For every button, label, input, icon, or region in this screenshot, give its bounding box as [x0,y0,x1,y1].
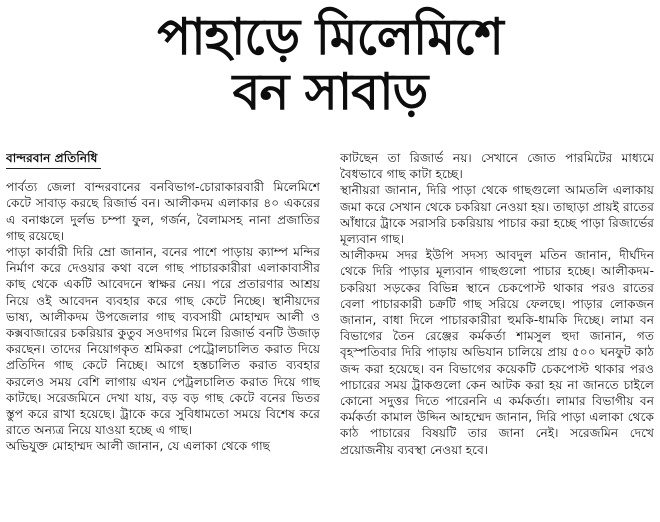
paragraph: অভিযুক্ত মোহাম্মদ আলী জানান, যে এলাকা থেকে গাছ [6,439,270,454]
paragraph: কাটছেন তা রিজার্ভ নয়। সেখানে জোত পারমিটের মাধ্যমে বৈধভাবে গাছ কাটা হচ্ছে। [340,151,654,182]
paragraph: পাড়া কার্বারী দিরি ম্রো জানান, বনের পাশে পাড়ায় ক্যাম্প মন্দির নির্মাণ করে দেওয়ার কথা বলে গাছ পাচারকারীরা এলাকাবাসীর কাছ থেকে একটি আবেদনে স্বাক্ষর নেয়। পরে প্রতারণার আশ্রয় নিয়ে ওই আবেদন ব্যবহার করে গাছ কেটে নিচ্ছে। স্থানীয়দের ভাষ্য, আলীকদম উপজেলার গাছ ব্যবসায়ী মোহাম্মদ আলী ও কক্সবাজারের চকরিয়ার কুতুব সওদাগর মিলে রিজার্ভ বনটি উজাড় করছেন। তাদের নিয়োগকৃত শ্রমিকরা পেট্রোলচালিত করাত দিয়ে প্রতিদিন গাছ কেটে নিচ্ছে। আগে হস্তচালিত করাত ব্যবহার করলেও সময় বেশি লাগায় এখন পেট্রলচালিত করাত দিয়ে গাছ কাটছে। সরেজমিনে দেখা যায়, বড় বড় গাছ কেটে বনের ভিতর স্তুপ করে রাখা হয়েছে। ট্রাকে করে সুবিধামতো সময়ে বিশেষ করে রাতে অন্যত্র নিয়ে যাওয়া হচ্ছে এ গাছ। [6,245,320,438]
paragraph: স্থানীয়রা জানান, দিরি পাড়া থেকে গাছগুলো আমতলি এলাকায় জমা করে সেখান থেকে চকরিয়া নেওয়া হয়। তাছাড়া প্রায়ই রাতের আঁধারে ট্রাকে সরাসরি চকরিয়ায় পাচার করা হচ্ছে পাড়া রিজার্ভের মূল্যবান গাছ। [340,183,654,247]
byline: বান্দরবান প্রতিনিধি [6,150,101,169]
article-left-column [6,150,320,520]
headline-line-2: বন সাবাড় [232,63,428,121]
paragraph: পার্বত্য জেলা বান্দরবানের বনবিভাগ-চোরাকারবারী মিলেমিশে কেটে সাবাড় করছে রিজার্ভ বন। আলীকদম এলাকার ৪০ একরের এ বনাঞ্চলে দুর্লভ চম্পা ফুল, গর্জন, বৈলামসহ নানা প্রজাতির গাছ রয়েছে। [6,180,320,243]
paragraph: আলীকদম সদর ইউপি সদস্য আবদুল মতিন জানান, দীর্ঘদিন থেকে দিরি পাড়ার মূল্যবান গাছগুলো পাচার হচ্ছে। আলীকদম-চকরিয়া সড়কের বিভিন্ন স্থানে চেকপোস্ট থাকার পরও রাতের বেলা পাচারকারী চক্রটি গাছ সরিয়ে ফেলছে। পাড়ার লোকজন জানান, বাধা দিলে পাচারকারীরা হুমকি-ধামকি দিচ্ছে। লামা বন বিভাগের তৈন রেঞ্জের কর্মকর্তা শামসুল হুদা জানান, গত বৃহস্পতিবার দিরি পাড়ায় অভিযান চালিয়ে প্রায় ৫০০ ঘনফুট কাঠ জব্দ করা হয়েছে। বন বিভাগের কয়েকটি চেকপোস্ট থাকার পরও পাচারের সময় ট্রাকগুলো কেন আটক করা হয় না জানতে চাইলে কোনো সদুত্তর দিতে পারেননি এ কর্মকর্তা। লামার বিভাগীয় বন কর্মকর্তা কামাল উদ্দিন আহম্মেদ জানান, দিরি পাড়া এলাকা থেকে কাঠ পাচারের বিষয়টি তার জানা নেই। সরেজমিন দেখে প্রয়োজনীয় ব্যবস্থা নেওয়া হবে। [340,248,654,457]
article-body [6,150,654,520]
headline [0,8,660,120]
article-right-column [340,150,654,520]
headline-line-1: পাহাড়ে মিলেমিশে [157,8,503,66]
